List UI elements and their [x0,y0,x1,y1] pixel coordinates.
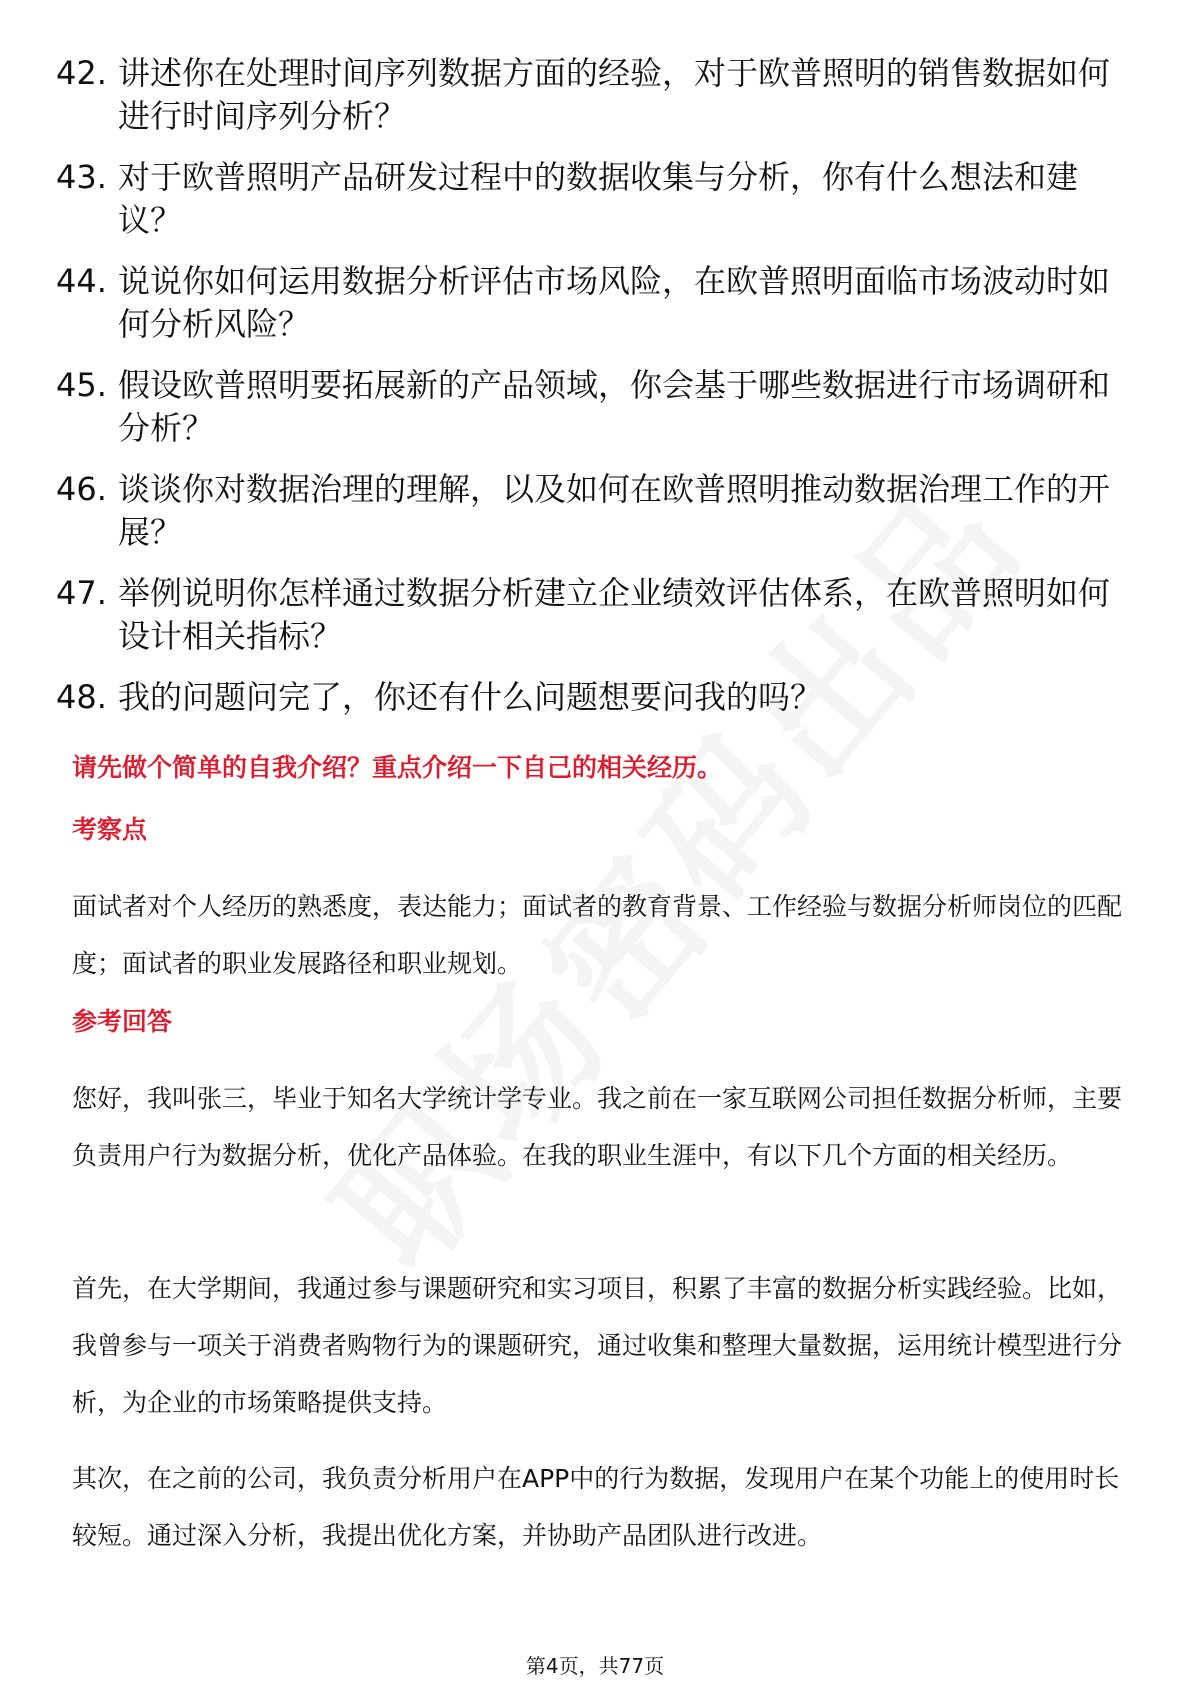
question-item [56,364,1116,450]
answer-paragraph: 您好，我叫张三，毕业于知名大学统计学专业。我之前在一家互联网公司担任数据分析师，主要负责用户行为数据分析，优化产品体验。在我的职业生涯中，有以下几个方面的相关经历。 [72,1084,1123,1170]
page-number: 第4页，共77页 [525,1654,665,1678]
question-item [56,52,1116,138]
focus-text: 面试者对个人经历的熟悉度，表达能力；面试者的教育背景、工作经验与数据分析师岗位的匹配度；面试者的职业发展路径和职业规划。 [72,892,1123,978]
question-item [56,260,1116,346]
question-text: 对于欧普照明产品研发过程中的数据收集与分析，你有什么想法和建议？ [118,158,1079,239]
question-number: 45. [56,366,107,404]
section-title: 请先做个简单的自我介绍？重点介绍一下自己的相关经历。 [72,753,723,782]
answer-paragraph: 首先，在大学期间，我通过参与课题研究和实习项目，积累了丰富的数据分析实践经验。比如，我曾参与一项关于消费者购物行为的课题研究，通过收集和整理大量数据，运用统计模型进行分析，为企业的市场策略提供支持。 [72,1274,1123,1417]
question-item [56,572,1116,658]
question-number: 43. [56,158,107,196]
question-text: 谈谈你对数据治理的理解，以及如何在欧普照明推动数据治理工作的开展？ [118,470,1111,551]
question-number: 46. [56,470,107,508]
question-number: 47. [56,574,107,612]
question-text: 说说你如何运用数据分析评估市场风险，在欧普照明面临市场波动时如何分析风险？ [118,262,1111,343]
question-text: 讲述你在处理时间序列数据方面的经验，对于欧普照明的销售数据如何进行时间序列分析？ [118,54,1111,135]
question-list [56,52,1116,737]
question-item [56,156,1116,242]
question-text: 假设欧普照明要拓展新的产品领域，你会基于哪些数据进行市场调研和分析？ [118,366,1111,447]
question-text: 举例说明你怎样通过数据分析建立企业绩效评估体系，在欧普照明如何设计相关指标？ [118,574,1111,655]
question-item [56,468,1116,554]
question-text: 我的问题问完了，你还有什么问题想要问我的吗？ [118,678,823,716]
answer-paragraph: 其次，在之前的公司，我负责分析用户在APP中的行为数据，发现用户在某个功能上的使用时长较短。通过深入分析，我提出优化方案，并协助产品团队进行改进。 [72,1464,1120,1550]
question-item [56,676,1116,719]
answer-label: 参考回答 [72,1007,173,1036]
question-number: 48. [56,678,107,716]
focus-label: 考察点 [72,815,148,844]
question-number: 44. [56,262,107,300]
question-number: 42. [56,54,107,92]
